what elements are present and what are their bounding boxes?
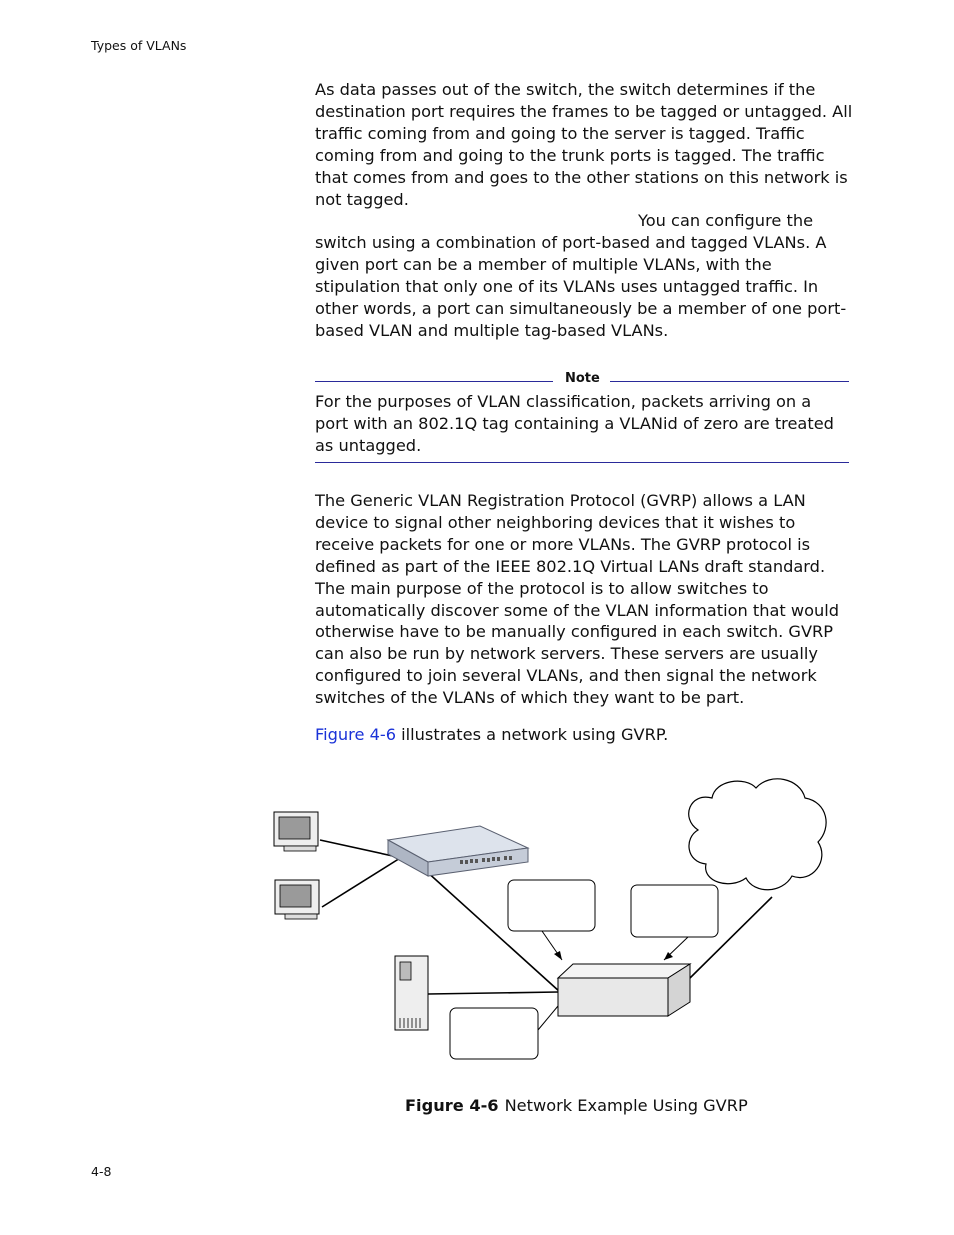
gvrp-network-diagram [260,770,840,1070]
server-to-core-line [428,992,558,994]
figure-caption-title: Network Example Using GVRP [504,1096,748,1115]
note-rule-bottom [315,462,849,463]
callout-arrow-3 [538,1006,558,1030]
workstation-2-icon [275,880,319,919]
paragraph-figure-ref [315,724,855,746]
paragraph-tagging: As data passes out of the switch, the switch determines if the destination port requires the frames to be tagged or untagged. All traffic coming from and going to the server is tagged. Traffic coming from and going to the trunk ports is tagged. The traffic that comes from and goes to the other stations on this network is not tagged. [315,80,853,209]
paragraph-mixed-vlans: You can configure the switch using a combination of port-based and tagged VLANs. A given port can be a member of multiple VLANs, with the stipulation that only one of its VLANs uses untagged traffic. In other words, a port can simultaneously be a member of one port-based VLAN and multiple tag-based VLANs. [315,211,847,340]
note-header [315,371,849,389]
figure-ref-text: illustrates a network using GVRP. [396,725,669,744]
note-label: Note [565,371,600,386]
cloud-icon [689,779,826,890]
callout-box-1 [508,880,595,931]
callout-box-3 [450,1008,538,1059]
switch-icon [388,826,528,876]
note-rule-left [315,381,553,382]
figure-link[interactable]: Figure 4-6 [315,725,397,744]
workstation-1-icon [274,812,318,851]
note-rule-right [610,381,849,382]
note-text: For the purposes of VLAN classification, packets arriving on a port with an 802.1Q tag containing a VLANid of zero are treated as untagged. [315,392,834,455]
running-header: Types of VLANs [91,38,187,53]
note-box [315,371,849,457]
callout-arrowhead-1 [554,951,562,960]
pc2-to-switch-line [322,855,405,907]
figure-caption [405,1096,748,1115]
core-switch-icon [558,964,690,1016]
callout-box-2 [631,885,718,937]
page-number: 4-8 [91,1164,112,1179]
server-icon [395,956,428,1030]
figure-caption-number: Figure 4-6 [405,1096,499,1115]
paragraph-gvrp: The Generic VLAN Registration Protocol (GVRP) allows a LAN device to signal other neighboring devices that it wishes to receive packets for one or more VLANs. The GVRP protocol is defined as part of the IEEE 802.1Q Virtual LANs draft standard. The main purpose of the protocol is to allow switches to automatically discover some of the VLAN information that would otherwise have to be manually configured in each switch. GVRP can also be run by network servers. These servers are usually configured to join several VLANs, and then signal the network switches of the VLANs of which they want to be part. [315,491,840,708]
